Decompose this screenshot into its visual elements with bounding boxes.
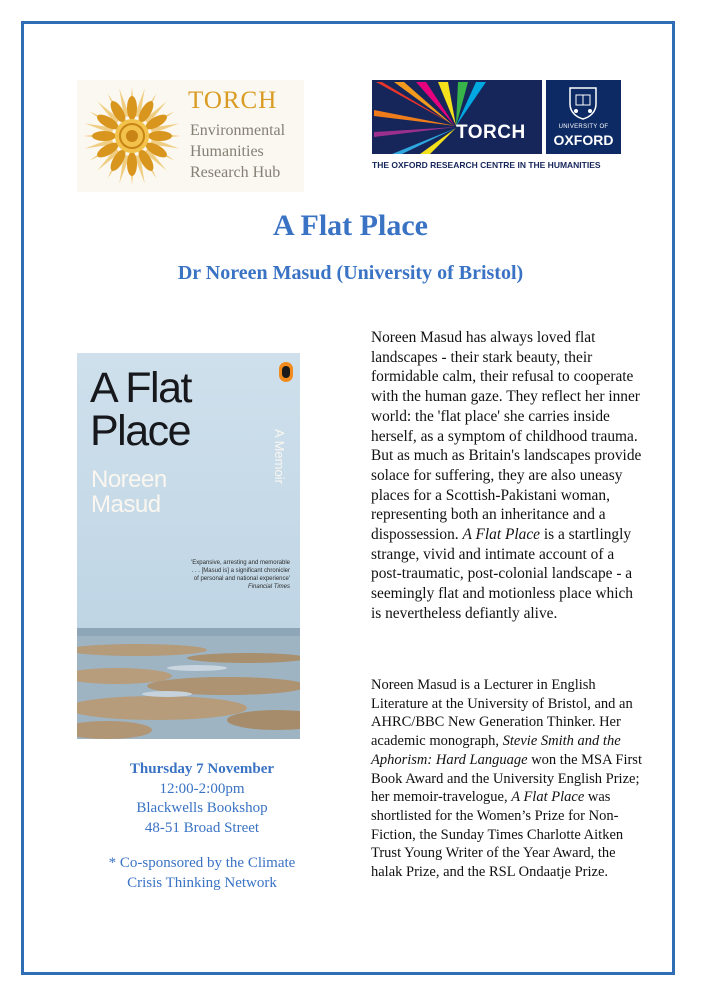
book-cover [77,353,300,739]
sunburst-icon [81,85,183,187]
cover-author [91,467,167,517]
oxford-panel [546,80,621,154]
torch-panel [372,80,542,154]
cover-author-line-2: Masud [91,491,161,518]
bio-memoir-title: A Flat Place [511,789,585,806]
bio-monograph-title: Stevie Smith and the Aphorism: Hard Language [371,733,621,768]
event-day: Thursday 7 November [129,761,275,777]
description-text-b: is a startlingly strange, vivid and intimate account of a post-traumatic, post-colonial landscape - a seemingly flat and motionless place which is nevertheless defiantly alive. [371,526,634,622]
cover-title-line-2: Place [90,407,191,455]
event-address: 48-51 Broad Street [144,819,260,836]
hub-line-3: Research Hub [190,164,281,181]
book-description [371,328,643,624]
oxford-crest-icon [568,86,598,120]
event-time: 12:00-2:00pm [159,780,245,797]
description-book-title: A Flat Place [462,526,541,544]
cosponsor-note [77,854,327,893]
torch-wordmark: TORCH [188,87,278,114]
cover-quote-text: 'Expansive, arresting and memorable . . . [Masud is] a significant chronicler of personal and national experience' [191,560,290,582]
event-venue: Blackwells Bookshop [136,800,268,816]
author-bio [371,676,643,882]
torch-oxford-logo [372,80,622,176]
cosponsor-line-1: * Co-sponsored by the Climate [108,855,296,871]
cover-spine-label: A Memoir [272,429,287,484]
hub-line-2: Humanities [190,143,264,160]
cover-title [90,364,191,455]
penguin-logo-icon [279,362,293,382]
torch-panel-text: TORCH [456,122,526,143]
event-details [77,760,327,838]
cover-title-line-1: A Flat [90,364,191,412]
hub-line-1: Environmental [190,122,286,139]
bio-text-a: Noreen Masud is a Lecturer in English Literature at the University of Bristol, and an AHRC/BBC New Generation Thinker. Her academic monograph, [371,677,633,750]
oxford-university-of: UNIVERSITY OF [558,124,609,130]
cosponsor-line-2: Crisis Thinking Network [127,874,277,891]
bio-text-c: was shortlisted for the Women’s Prize for Non-Fiction, the Sunday Times Charlotte Aitken Trust Young Writer of the Year Award, the halak Prize, and the RSL Ondaatje Prize. [371,789,624,881]
oxford-wordmark: OXFORD [553,132,614,148]
beach-landscape-illustration [77,628,300,739]
event-title: A Flat Place [273,209,428,242]
cover-author-line-1: Noreen [91,466,167,493]
event-speaker: Dr Noreen Masud (University of Bristol) [177,262,524,284]
description-text-a: Noreen Masud has always loved flat landscapes - their stark beauty, their formidable calm, their refusal to cooperate with the human gaze. They reflect her inner world: the 'flat place' she carries inside herself, as a symptom of childhood trauma. But as much as Britain's landscapes provide solace for suffering, they are also uneasy places for a Scottish-Pakistani woman, representing both an inheritance and a dispossession. [371,329,642,544]
torch-environmental-humanities-logo [77,80,304,192]
torch-tagline: THE OXFORD RESEARCH CENTRE IN THE HUMANITIES [372,160,601,170]
bio-text-b: won the MSA First Book Award and the University English Prize; her memoir-travelogue, [371,751,642,806]
cover-quote-source: Financial Times [248,584,290,590]
cover-quote [190,559,290,591]
